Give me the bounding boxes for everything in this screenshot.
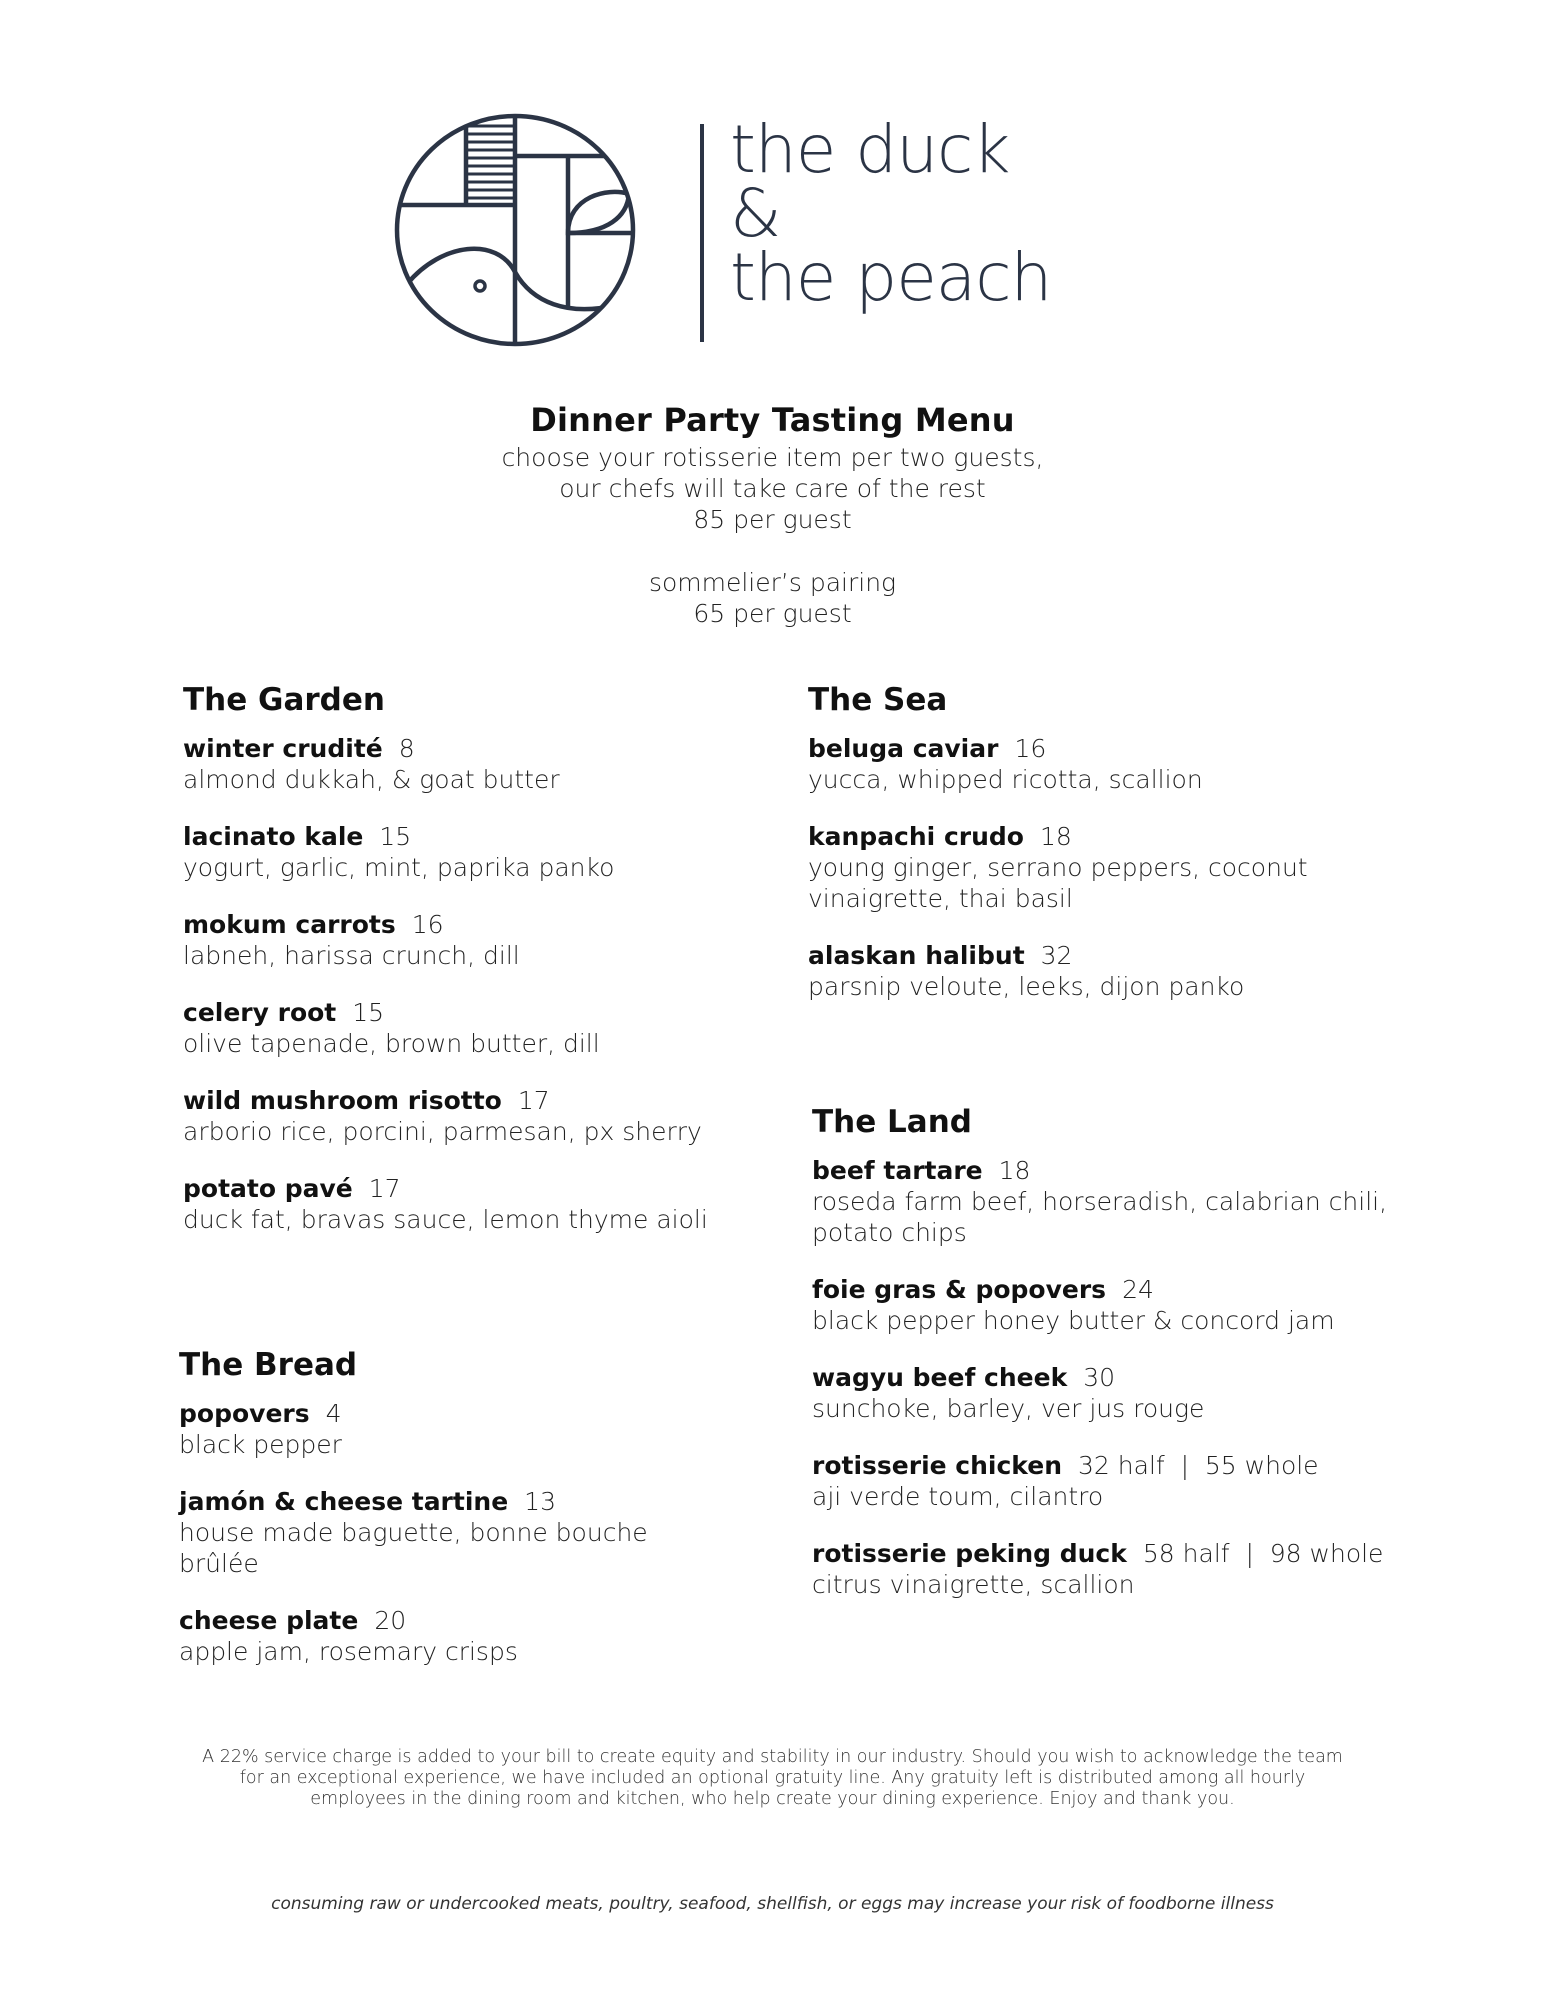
- menu-item: [183, 822, 743, 883]
- section-title: The Sea: [808, 682, 948, 718]
- item-desc: house made baguette, bonne bouche: [179, 1518, 648, 1547]
- pairing-label: sommelier’s pairing: [648, 568, 897, 597]
- menu-item: [183, 998, 743, 1059]
- item-desc: brûlée: [179, 1549, 259, 1578]
- wordmark-line: the peach: [730, 239, 1052, 316]
- item-price: 58 half | 98 whole: [1142, 1539, 1384, 1568]
- menu-item: [179, 1606, 739, 1667]
- item-desc: labneh, harissa crunch, dill: [183, 941, 520, 970]
- item-name: winter crudité: [183, 734, 383, 763]
- item-desc: yogurt, garlic, mint, paprika panko: [183, 853, 615, 882]
- item-price: 8: [398, 734, 415, 763]
- item-name: lacinato kale: [183, 822, 364, 851]
- intro-line: our chefs will take care of the rest: [559, 474, 986, 503]
- menu-item: [183, 1174, 743, 1235]
- wordmark: [730, 111, 1052, 316]
- item-desc: citrus vinaigrette, scallion: [812, 1570, 1135, 1599]
- item-price: 15: [379, 822, 412, 851]
- item-name: foie gras & popovers: [812, 1275, 1107, 1304]
- menu-item: [179, 1487, 739, 1579]
- item-name: rotisserie chicken: [812, 1451, 1063, 1480]
- item-desc: young ginger, serrano peppers, coconut: [808, 853, 1308, 882]
- duck-and-peach-logo-icon: [392, 112, 638, 348]
- menu-item: [179, 1399, 739, 1460]
- section-bread: [179, 1345, 739, 1694]
- item-desc: apple jam, rosemary crisps: [179, 1637, 518, 1666]
- service-note-line: A 22% service charge is added to your bill to create equity and stability in our industry. Should you wish to acknowledge the team: [202, 1747, 1343, 1767]
- menu-item: [808, 734, 1408, 795]
- item-price: 16: [1014, 734, 1047, 763]
- menu-item: [812, 1451, 1432, 1512]
- item-price: 15: [352, 998, 385, 1027]
- service-charge-note: [0, 1747, 1545, 1810]
- menu-intro: [0, 398, 1545, 629]
- section-title: The Land: [812, 1104, 972, 1140]
- item-price: 4: [325, 1399, 342, 1428]
- item-name: celery root: [183, 998, 337, 1027]
- item-price: 16: [411, 910, 444, 939]
- item-name: wagyu beef cheek: [812, 1363, 1068, 1392]
- item-name: potato pavé: [183, 1174, 353, 1203]
- item-name: jamón & cheese tartine: [179, 1487, 509, 1516]
- item-desc: black pepper honey butter & concord jam: [812, 1306, 1335, 1335]
- item-desc: yucca, whipped ricotta, scallion: [808, 765, 1203, 794]
- item-desc: almond dukkah, & goat butter: [183, 765, 560, 794]
- item-desc: aji verde toum, cilantro: [812, 1482, 1104, 1511]
- logo-divider: [700, 124, 704, 342]
- page-title: Dinner Party Tasting Menu: [530, 401, 1015, 439]
- section-title: The Bread: [179, 1347, 358, 1383]
- item-name: mokum carrots: [183, 910, 396, 939]
- intro-line: choose your rotisserie item per two guests,: [501, 443, 1044, 472]
- item-name: cheese plate: [179, 1606, 359, 1635]
- item-desc: duck fat, bravas sauce, lemon thyme aioli: [183, 1205, 708, 1234]
- item-price: 13: [524, 1487, 556, 1516]
- item-price: 24: [1122, 1275, 1154, 1304]
- food-safety-warning: consuming raw or undercooked meats, poultry, seafood, shellfish, or eggs may increase your risk of foodborne illness: [271, 1894, 1274, 1914]
- section-land: [812, 1102, 1432, 1627]
- item-name: beef tartare: [812, 1156, 983, 1185]
- menu-item: [812, 1363, 1432, 1424]
- item-name: alaskan halibut: [808, 941, 1025, 970]
- menu-item: [183, 910, 743, 971]
- item-desc: vinaigrette, thai basil: [808, 884, 1073, 913]
- menu-item: [808, 822, 1408, 914]
- item-desc: arborio rice, porcini, parmesan, px sherry: [183, 1117, 702, 1146]
- item-desc: roseda farm beef, horseradish, calabrian chili,: [812, 1187, 1388, 1216]
- menu-item: [812, 1156, 1432, 1248]
- item-name: rotisserie peking duck: [812, 1539, 1127, 1568]
- item-name: beluga caviar: [808, 734, 999, 763]
- section-garden: [183, 680, 743, 1262]
- item-price: 20: [374, 1606, 407, 1635]
- item-desc: black pepper: [179, 1430, 342, 1459]
- item-desc: potato chips: [812, 1218, 967, 1247]
- item-name: popovers: [179, 1399, 310, 1428]
- menu-item: [183, 734, 743, 795]
- item-price: 17: [368, 1174, 401, 1203]
- item-name: kanpachi crudo: [808, 822, 1024, 851]
- wordmark-line: &: [730, 175, 781, 252]
- item-price: 17: [517, 1086, 550, 1115]
- item-price: 32 half | 55 whole: [1078, 1451, 1319, 1480]
- item-price: 30: [1083, 1363, 1116, 1392]
- wordmark-line: the duck: [730, 111, 1010, 188]
- pairing-price: 65 per guest: [693, 599, 852, 628]
- service-note-line: for an exceptional experience, we have included an optional gratuity line. Any gratuity left is distributed among all hourly: [239, 1768, 1306, 1788]
- menu-item: [808, 941, 1408, 1002]
- item-desc: parsnip veloute, leeks, dijon panko: [808, 972, 1245, 1001]
- item-desc: olive tapenade, brown butter, dill: [183, 1029, 600, 1058]
- item-desc: sunchoke, barley, ver jus rouge: [812, 1394, 1205, 1423]
- item-price: 18: [1039, 822, 1072, 851]
- menu-item: [812, 1539, 1432, 1600]
- item-price: 18: [998, 1156, 1031, 1185]
- tasting-price: 85 per guest: [693, 505, 852, 534]
- section-sea: [808, 680, 1408, 1029]
- menu-item: [183, 1086, 743, 1147]
- item-price: 32: [1040, 941, 1073, 970]
- section-title: The Garden: [183, 682, 385, 718]
- menu-item: [812, 1275, 1432, 1336]
- service-note-line: employees in the dining room and kitchen, who help create your dining experience. Enjoy and thank you.: [310, 1789, 1235, 1809]
- item-name: wild mushroom risotto: [183, 1086, 502, 1115]
